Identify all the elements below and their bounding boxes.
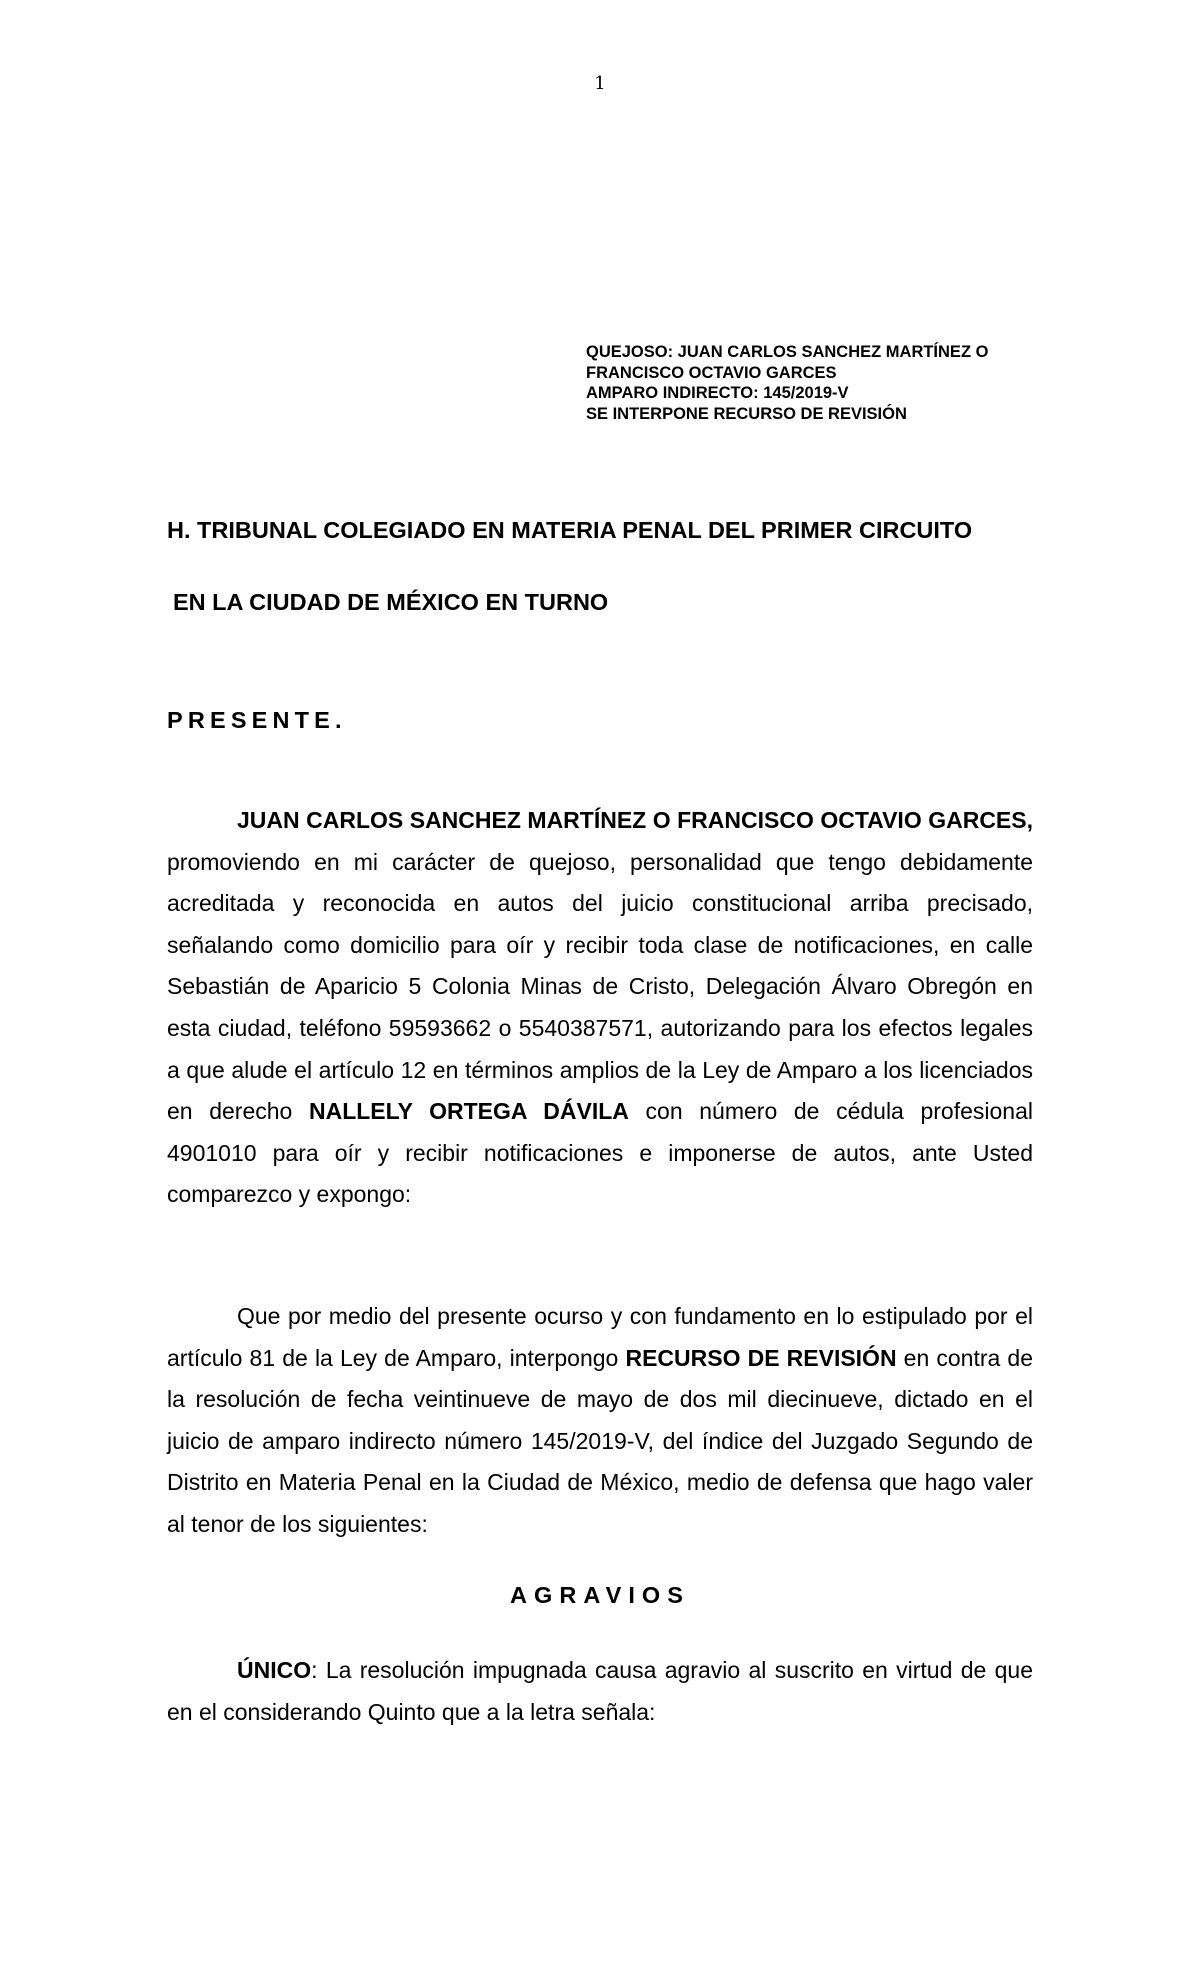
unico-text: : La resolución impugnada causa agravio al suscrito en virtud de que en el considerando Quinto que a la letra señala: bbox=[167, 1657, 1033, 1725]
case-header-quejoso-cont: FRANCISCO OCTAVIO GARCES bbox=[586, 363, 837, 382]
addressee-tribunal: H. TRIBUNAL COLEGIADO EN MATERIA PENAL DEL PRIMER CIRCUITO bbox=[167, 517, 973, 543]
authorized-lawyer-name: NALLELY ORTEGA DÁVILA bbox=[308, 1098, 629, 1125]
case-header-subject: SE INTERPONE RECURSO DE REVISIÓN bbox=[586, 404, 907, 423]
addressee-city: EN LA CIUDAD DE MÉXICO EN TURNO bbox=[173, 589, 609, 615]
quejoso-name: JUAN CARLOS SANCHEZ MARTÍNEZ O FRANCISCO OCTAVIO GARCES, bbox=[237, 807, 1033, 833]
intro-text-a: promoviendo en mi carácter de quejoso, personalidad que tengo debidamente acreditada y reconocida en autos del juicio constitucional arriba precisado, señalando como domicilio para oír y recibir toda clase de notificaciones, en calle Sebastián de Aparicio 5 Colonia Minas de Cristo, Delegación Álvaro Obregón en esta ciudad, teléfono 59593662 o 5540387571, autorizando para los efectos legales a que alude el artículo 12 en términos amplios de la Ley de Amparo a los licenciados en derecho bbox=[167, 848, 1033, 1125]
paragraph-recurso bbox=[167, 1296, 1033, 1546]
paragraph-introduction bbox=[167, 800, 1033, 1216]
recurso-bold: RECURSO DE REVISIÓN bbox=[625, 1344, 897, 1371]
intro-text-b: con número de cédula profesional 4901010 para oír y recibir notificaciones e imponerse de autos, ante Usted comparezco y expongo: bbox=[167, 1098, 1033, 1208]
salutation: PRESENTE. bbox=[167, 707, 347, 733]
page-number: 1 bbox=[594, 73, 606, 94]
agravios-heading: AGRAVIOS bbox=[509, 1582, 690, 1608]
unico-label: ÚNICO bbox=[237, 1657, 312, 1683]
case-header bbox=[586, 342, 1086, 424]
paragraph-unico bbox=[167, 1650, 1033, 1733]
case-header-amparo: AMPARO INDIRECTO: 145/2019-V bbox=[586, 384, 849, 402]
case-header-quejoso: QUEJOSO: JUAN CARLOS SANCHEZ MARTÍNEZ O bbox=[586, 343, 989, 361]
recurso-text-b: en contra de la resolución de fecha veintinueve de mayo de dos mil diecinueve, dictado en el juicio de amparo indirecto número 145/2019-V, del índice del Juzgado Segundo de Distrito en Materia Penal en la Ciudad de México, medio de defensa que hago valer al tenor de los siguientes: bbox=[167, 1344, 1034, 1537]
recurso-text-a: Que por medio del presente ocurso y con fundamento en lo estipulado por el artículo 81 de la Ley de Amparo, interpongo bbox=[167, 1303, 1033, 1371]
